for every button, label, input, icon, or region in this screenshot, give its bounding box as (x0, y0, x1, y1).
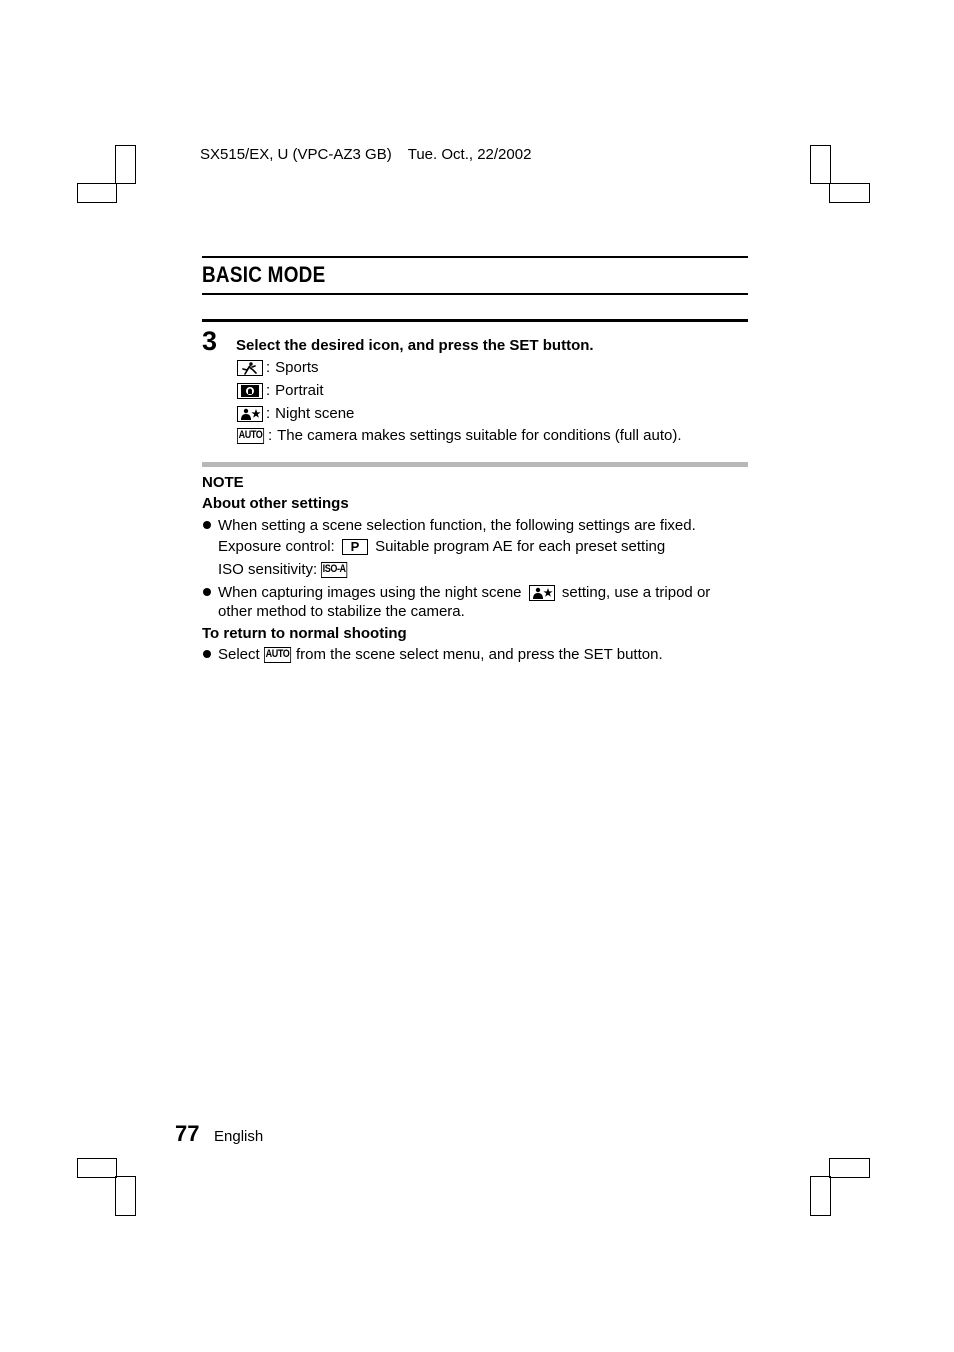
night-scene-icon (237, 406, 263, 422)
exposure-line (218, 538, 665, 555)
step-number: 3 (202, 326, 218, 356)
bullet-1 (203, 521, 211, 529)
iso-label: ISO sensitivity: (218, 561, 318, 578)
document-header (200, 146, 531, 163)
bullet1-text: When setting a scene selection function, the following settings are fixed. (218, 517, 696, 534)
section-title: BASIC MODE (202, 262, 326, 287)
page-number: 77 (175, 1121, 200, 1146)
option-night-scene: : Night scene (237, 404, 354, 424)
option-portrait: : Portrait (237, 381, 324, 401)
return-heading: To return to normal shooting (202, 625, 407, 642)
option-night-scene-label: Night scene (275, 405, 355, 422)
bullet3-text: Select AUTO from the scene select menu, and press the SET button. (218, 646, 663, 663)
bullet2-line2: other method to stabilize the camera. (218, 603, 465, 620)
crop-mark-top-right-vertical (810, 145, 831, 184)
crop-mark-bottom-left-vertical (115, 1176, 136, 1216)
bullet2-line1: When capturing images using the night scene setting, use a tripod or (218, 584, 711, 601)
option-sports-label: Sports (275, 359, 319, 376)
crop-mark-bottom-left-horizontal (77, 1158, 117, 1178)
auto-icon: AUTO (237, 428, 264, 444)
night-scene-icon (529, 585, 555, 601)
step-rule (202, 319, 748, 322)
crop-mark-top-left-vertical (115, 145, 136, 184)
exposure-value: Suitable program AE for each preset setting (375, 538, 666, 555)
step-instruction: Select the desired icon, and press the SET button. (236, 337, 594, 354)
model-code: SX515/EX, U (VPC-AZ3 GB) (200, 146, 392, 163)
crop-mark-bottom-right-horizontal (829, 1158, 870, 1178)
option-portrait-label: Portrait (275, 382, 324, 399)
option-auto-label: The camera makes settings suitable for conditions (full auto). (277, 427, 682, 444)
portrait-icon (237, 383, 263, 399)
language-label: English (214, 1128, 264, 1145)
auto-icon: AUTO (264, 647, 291, 663)
sports-icon (237, 360, 263, 376)
about-heading: About other settings (202, 495, 349, 512)
note-divider (202, 462, 748, 467)
title-bottom-rule (202, 293, 748, 295)
option-auto: AUTO : The camera makes settings suitable for conditions (full auto). (238, 427, 682, 444)
crop-mark-top-left-horizontal (77, 183, 117, 203)
exposure-label: Exposure control: (218, 538, 335, 555)
iso-auto-icon: ISO-A (321, 562, 347, 578)
option-sports: : Sports (237, 358, 319, 378)
crop-mark-bottom-right-vertical (810, 1176, 831, 1216)
iso-line (218, 561, 353, 578)
program-ae-icon: P (342, 539, 368, 555)
note-heading: NOTE (202, 474, 244, 491)
title-top-rule (202, 256, 748, 258)
crop-mark-top-right-horizontal (829, 183, 870, 203)
bullet-3 (203, 650, 211, 658)
print-date: Tue. Oct., 22/2002 (407, 146, 532, 163)
bullet-2 (203, 588, 211, 596)
